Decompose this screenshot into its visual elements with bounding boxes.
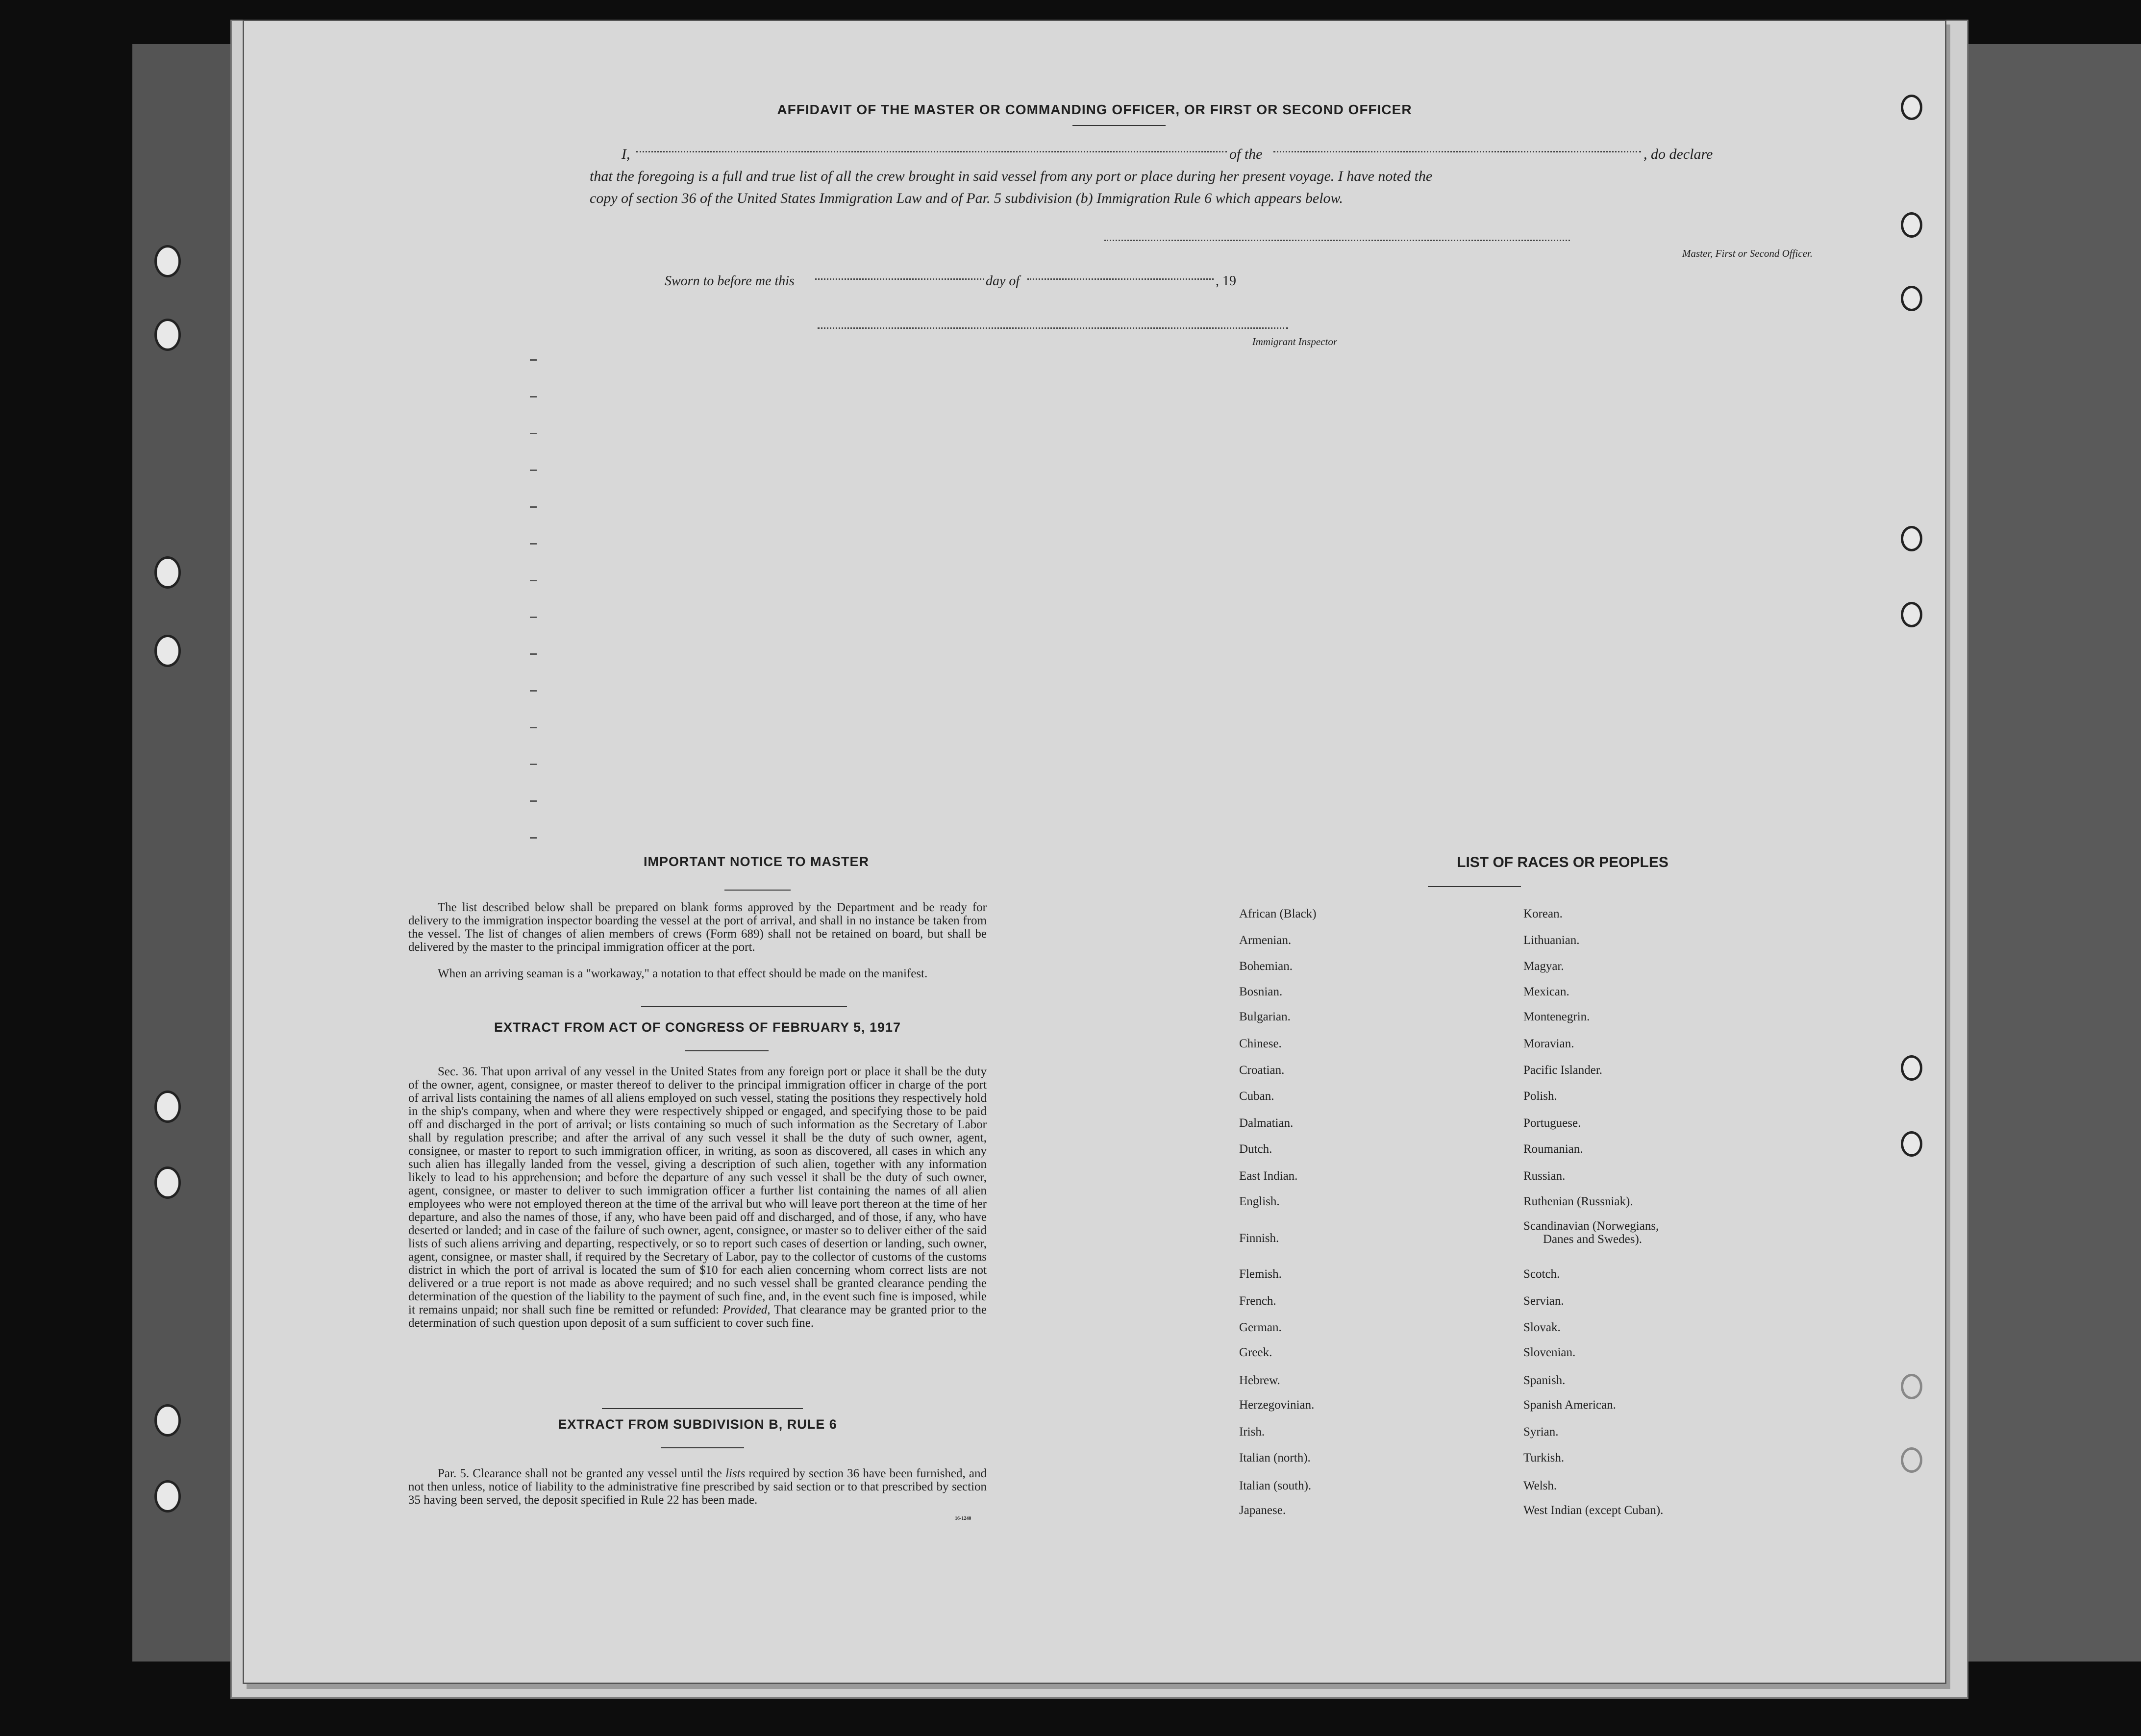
vessel-name-blank[interactable]	[1273, 151, 1641, 152]
inspector-signature-blank[interactable]	[818, 327, 1288, 329]
race-right-item: Spanish.	[1523, 1374, 1566, 1387]
binder-hole	[154, 556, 181, 589]
race-right-item: Korean.	[1523, 907, 1563, 920]
margin-tick	[530, 653, 537, 655]
rule-lists-word: lists	[725, 1467, 746, 1480]
race-right-item: Magyar.	[1523, 960, 1564, 973]
act-extract-text-end: That clearance may be granted prior to the determination of such question upon deposit of a sum sufficient to cover such fine.	[408, 1303, 987, 1330]
race-left-item: Japanese.	[1239, 1504, 1286, 1517]
affidavit-line-3: copy of section 36 of the United States Immigration Law and of Par. 5 subdivision (b) Immigration Rule 6 which appears below.	[590, 190, 1343, 206]
notice-rule	[724, 890, 791, 891]
notice-paragraph-2: When an arriving seaman is a "workaway," a notation to that effect should be made on the manifest.	[438, 967, 928, 980]
margin-tick	[530, 837, 537, 839]
margin-tick	[530, 470, 537, 471]
master-signature-blank[interactable]	[1104, 240, 1570, 241]
binder-right-strip	[1961, 44, 2141, 1662]
page-hole	[1901, 212, 1922, 238]
race-right-item: Scotch.	[1523, 1267, 1560, 1281]
notice-title: IMPORTANT NOTICE TO MASTER	[644, 854, 869, 869]
race-right-item: Slovak.	[1523, 1321, 1561, 1334]
race-right-item: Mexican.	[1523, 985, 1569, 998]
master-name-blank[interactable]	[636, 151, 1227, 152]
affidavit-title: AFFIDAVIT OF THE MASTER OR COMMANDING OFFICER, OR FIRST OR SECOND OFFICER	[777, 102, 1412, 117]
form-number: 16-1240	[955, 1516, 971, 1521]
act-extract-rule	[685, 1050, 769, 1051]
race-right-item: Ruthenian (Russniak).	[1523, 1195, 1633, 1208]
margin-tick	[530, 506, 537, 508]
affidavit-of-the: of the	[1229, 146, 1263, 162]
binder-hole	[154, 1091, 181, 1123]
race-left-item: English.	[1239, 1195, 1280, 1208]
affidavit-line-2: that the foregoing is a full and true list of all the crew brought in said vessel from any port or place during her present voyage. I have noted the	[590, 168, 1433, 184]
binder-left-strip	[132, 44, 244, 1662]
margin-tick	[530, 800, 537, 802]
margin-tick	[530, 617, 537, 618]
race-left-item: German.	[1239, 1321, 1282, 1334]
race-right-item: Spanish American.	[1523, 1398, 1616, 1412]
race-left-item: Dalmatian.	[1239, 1116, 1294, 1130]
rule-extract-text-end: required by section 36 have been furnished, and not then unless, notice of liability to the administrative fine prescribed by said section or to that prescribed by section 35 having been served, the deposit specified in Rule 22 has been made.	[408, 1467, 987, 1507]
binder-hole	[154, 319, 181, 351]
race-right-item: Russian.	[1523, 1169, 1566, 1183]
race-left-item: Bohemian.	[1239, 960, 1293, 973]
inspector-label: Immigrant Inspector	[1252, 336, 1337, 347]
margin-tick	[530, 764, 537, 765]
race-right-item: Slovenian.	[1523, 1346, 1576, 1359]
page-hole	[1901, 1447, 1922, 1473]
sworn-year: , 19	[1216, 273, 1236, 289]
race-right-item: Montenegrin.	[1523, 1010, 1590, 1023]
margin-tick	[530, 727, 537, 728]
race-right-item: West Indian (except Cuban).	[1523, 1504, 1664, 1517]
race-right-item: Servian.	[1523, 1294, 1564, 1308]
margin-tick	[530, 359, 537, 361]
notice-paragraph-1: The list described below shall be prepared on blank forms approved by the Department and be ready for delivery to the immigration inspector boarding the vessel at the port of arrival, and shall in no instance be taken from the vessel. The list of changes of alien members of crews (Form 689) shall not be retained on board, but shall be delivered by the master to the principal immigration officer at the port.	[408, 901, 987, 954]
margin-tick	[530, 580, 537, 581]
races-rule	[1428, 886, 1521, 887]
affidavit-i: I,	[622, 146, 630, 162]
affidavit-declare: , do declare	[1643, 146, 1713, 162]
page-hole	[1901, 1374, 1922, 1399]
page-hole	[1901, 602, 1922, 627]
race-left-item: Croatian.	[1239, 1064, 1285, 1077]
race-right-item: Polish.	[1523, 1090, 1557, 1103]
sworn-day-of: day of	[986, 273, 1020, 289]
race-left-item: Greek.	[1239, 1346, 1272, 1359]
binder-hole	[154, 1480, 181, 1513]
binder-hole	[154, 1166, 181, 1199]
race-left-item: Armenian.	[1239, 934, 1292, 947]
margin-tick	[530, 543, 537, 545]
race-right-item: Portuguese.	[1523, 1116, 1581, 1130]
race-left-item: Cuban.	[1239, 1090, 1274, 1103]
race-left-item: East Indian.	[1239, 1169, 1298, 1183]
race-left-item: Herzegovinian.	[1239, 1398, 1315, 1412]
race-right-item: Turkish.	[1523, 1451, 1565, 1464]
binder-hole	[154, 245, 181, 277]
section-divider	[602, 1408, 803, 1409]
binder-hole	[154, 635, 181, 667]
race-right-item: Lithuanian.	[1523, 934, 1580, 947]
race-left-item: African (Black)	[1239, 907, 1317, 920]
race-left-item: French.	[1239, 1294, 1276, 1308]
race-left-item: Flemish.	[1239, 1267, 1282, 1281]
race-left-item: Bosnian.	[1239, 985, 1283, 998]
sworn-month-blank[interactable]	[1027, 278, 1214, 280]
manifest-page	[243, 20, 1946, 1684]
race-right-item: Roumanian.	[1523, 1142, 1583, 1156]
race-left-item: Hebrew.	[1239, 1374, 1280, 1387]
act-extract-paragraph	[408, 1065, 987, 1330]
rule-extract-rule	[661, 1447, 744, 1448]
page-hole	[1901, 1131, 1922, 1157]
race-right-item: Pacific Islander.	[1523, 1064, 1603, 1077]
page-hole	[1901, 1055, 1922, 1081]
race-left-item: Bulgarian.	[1239, 1010, 1291, 1023]
title-rule	[1072, 125, 1166, 126]
margin-tick	[530, 433, 537, 434]
act-extract-text: Sec. 36. That upon arrival of any vessel in the United States from any foreign port or place it shall be the duty of the owner, agent, consignee, or master thereof to deliver to the principal immigration officer in charge of the port of arrival lists containing the names of all aliens employed on such vessel, stating the positions they respectively hold in the ship's company, when and where they were respectively shipped or engaged, and specifying those to be paid off and discharged in the port of arrival; or lists containing so much of such information as the Secretary of Labor shall by regulation prescribe; and after the arrival of any such vessel it shall be the duty of such owner, agent, consignee, or master to report to such immigration officer, in writing, as soon as discovered, all cases in which any such alien has illegally landed from the vessel, giving a description of such alien, together with any information likely to lead to his apprehension; and before the departure of any such vessel it shall be the duty of such owner, agent, consignee, or master to deliver to such immigration officer a further list containing the names of all alien employees who were not employed thereon at the time of the arrival but who will leave port thereon at the time of her departure, and also the names of those, if any, who have been paid off and discharged, and of those, if any, who have deserted or landed; and in case of the failure of such owner, agent, consignee, or master so to deliver either of the said lists of such aliens arriving and departing, respectively, or so to report such cases of desertion or landing, such owner, agent, consignee, or master shall, if required by the Secretary of Labor, pay to the collector of customs of the customs district in which the port of arrival is located the sum of $10 for each alien concerning whom correct lists are not delivered or a true report is not made as above required; and no such vessel shall be granted clearance pending the determination of the question of the liability to the payment of such fine, and, in the event such fine is imposed, while it remains unpaid; nor shall such fine be remitted or refunded:	[408, 1065, 987, 1316]
race-left-item: Italian (north).	[1239, 1451, 1311, 1464]
sworn-prefix: Sworn to before me this	[665, 273, 795, 289]
act-extract-title: EXTRACT FROM ACT OF CONGRESS OF FEBRUARY 5, 1917	[494, 1020, 901, 1035]
races-title: LIST OF RACES OR PEOPLES	[1457, 854, 1668, 870]
race-right-item: Danes and Swedes).	[1543, 1233, 1643, 1246]
signature-label: Master, First or Second Officer.	[1682, 248, 1813, 259]
race-left-item: Italian (south).	[1239, 1479, 1312, 1492]
page-hole	[1901, 286, 1922, 311]
section-divider	[641, 1006, 847, 1007]
margin-tick	[530, 396, 537, 397]
margin-tick	[530, 690, 537, 692]
race-left-item: Dutch.	[1239, 1142, 1272, 1156]
race-right-item: Syrian.	[1523, 1425, 1559, 1438]
sworn-day-blank[interactable]	[815, 278, 984, 280]
rule-extract-paragraph	[408, 1467, 987, 1507]
rule-extract-text: Par. 5. Clearance shall not be granted any vessel until the	[438, 1467, 722, 1480]
race-left-item: Irish.	[1239, 1425, 1265, 1438]
race-right-item: Welsh.	[1523, 1479, 1557, 1492]
race-right-item: Moravian.	[1523, 1037, 1574, 1050]
act-proviso-word: Provided,	[722, 1303, 771, 1316]
page-hole	[1901, 526, 1922, 551]
rule-extract-title: EXTRACT FROM SUBDIVISION B, RULE 6	[558, 1417, 837, 1432]
race-right-item: Scandinavian (Norwegians,	[1523, 1219, 1659, 1233]
binder-hole	[154, 1404, 181, 1437]
race-left-item: Finnish.	[1239, 1232, 1279, 1245]
race-left-item: Chinese.	[1239, 1037, 1282, 1050]
